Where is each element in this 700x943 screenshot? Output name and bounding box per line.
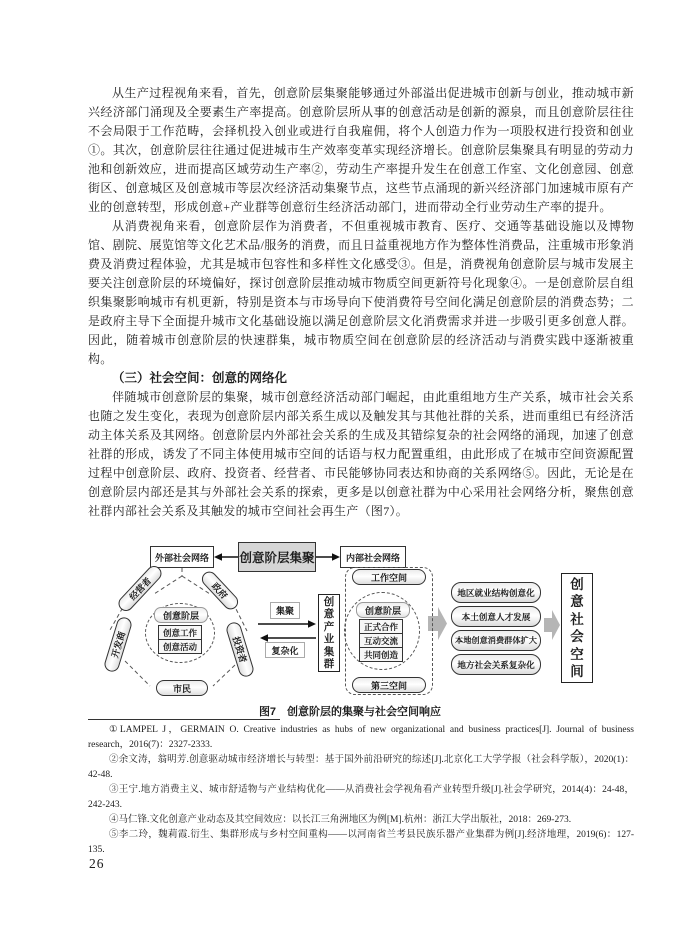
creative-class-label: 创意阶层 (154, 607, 208, 623)
footnote-3: ③王宁.地方消费主义、城市舒适物与产业结构优化——从消费社会学视角看产业转型升级[J].社会学研究，2014(4)：24-48，242-243. (88, 785, 634, 810)
arrow-right-icon (332, 553, 340, 561)
external-network-box: 外部社会网络 (150, 546, 214, 568)
creative-work-cell: 创意工作 (158, 625, 202, 640)
actor-pill-developers: 开发商 (103, 616, 134, 674)
industry-cluster-box: 创意产业集群 (318, 594, 340, 672)
actor-pill-government: 政府 (199, 569, 241, 613)
third-space-pill: 第三空间 (352, 677, 426, 693)
space-creative-class-label: 创意阶层 (356, 602, 410, 618)
complexify-label: 复杂化 (265, 642, 305, 658)
arrow-left-icon (214, 553, 222, 561)
page-number: 26 (89, 856, 105, 871)
block-arrow-icon-2 (544, 610, 560, 640)
work-space-pill: 工作空间 (352, 569, 426, 585)
figure-caption: 图7 创意阶层的集聚与社会空间响应 (258, 706, 442, 718)
gather-label: 集聚 (270, 602, 300, 619)
paragraph-consumption-view: 从消费视角来看，创意阶层作为消费者，不但重视城市教育、医疗、交通等基础设施以及博物馆、剧院、展览馆等文化艺术品/服务的消费，而且日益重视地方作为整体性消费品，注重城市形象消费及消费过程体验，尤其是城市包容性和多样性文化感受③。但是，消费视角创意阶层与城市发展主要关注创意阶层的环境偏好，探讨创意阶层推动城市物质空间更新符号化现象④。一是创意阶层自组织集聚影响城市有机更新，特别是资本与市场导向下使消费符号空间化满足创意阶层的消费态势；二是政府主导下全面提升城市文化基础设施以满足创意阶层文化消费需求并进一步吸引更多创意人群。因此，随着城市创意阶层的快速群集，城市物质空间在创意阶层的经济活动与消费实践中逐渐被重构。 (88, 219, 634, 366)
formal-cooperation-cell: 正式合作 (359, 619, 403, 634)
outcome-pill-talent: 本土创意人才发展 (451, 606, 541, 627)
interaction-cell: 互动交流 (359, 633, 403, 648)
complexify-arrow-icon (260, 634, 268, 642)
outcome-pill-consumers: 本地创意消费群体扩大 (451, 630, 541, 651)
agglomeration-box: 创意阶层集聚 (238, 542, 316, 572)
body-text (88, 84, 634, 521)
outcome-pill-employment: 地区就业结构创意化 (451, 582, 541, 603)
section-heading: （三）社会空间：创意的网络化 (112, 371, 288, 385)
footnote-5: ⑤李二玲，魏莉霞.衍生、集群形成与乡村空间重构——以河南省兰考县民族乐器产业集群为例[J].经济地理，2019(6)：127-135. (88, 830, 634, 855)
co-creation-cell: 共同创造 (359, 647, 403, 662)
footnote-1: ①LAMPEL J，GERMAIN O. Creative industries as hubs of new organizational and business practices[J]. Journal of business research，2016(7)：2327-2333. (88, 725, 634, 750)
gather-arrow-icon (308, 620, 316, 628)
space-circle-items (359, 619, 403, 662)
creative-class-items (158, 625, 202, 654)
internal-network-box: 内部社会网络 (340, 546, 406, 568)
footnotes (88, 723, 634, 858)
actor-pill-investors: 投资者 (225, 621, 256, 679)
actor-pill-operators: 经营者 (115, 563, 164, 614)
paragraph-social-space: 伴随城市创意阶层的集聚，城市创意经济活动部门崛起，由此重组地方生产关系，城市社会关系也随之发生变化，表现为创意阶层内部关系生成以及触发其与其他社群的关系，进而重组已有经济活动主体关系及其网络。创意阶层内外部社会关系的生成及其错综复杂的社会网络的涌现，加速了创意社群的形成，诱发了不同主体使用城市空间的话语与权力配置重组，由此形成了在城市空间资源配置过程中创意阶层、政府、投资者、经营者、市民能够协同表达和协商的关系网络⑤。因此，无论是在创意阶层内部还是其与外部社会关系的探索，更多是以创意社群为中心采用社会网络分析，聚焦创意社群内部社会关系及其触发的城市空间社会再生产（图7）。 (88, 390, 634, 518)
actor-pill-citizens: 市民 (156, 680, 208, 696)
footnote-4: ④马仁锋.文化创意产业动态及其空间效应：以长江三角洲地区为例[M].杭州：浙江大学出版社，2018：269-273. (109, 815, 572, 825)
footnote-rule (88, 719, 280, 720)
outcome-pill-relations: 地方社会关系复杂化 (451, 654, 541, 675)
creative-activity-cell: 创意活动 (158, 639, 202, 654)
footnote-2: ②余文涛，翁明芳.创意驱动城市经济增长与转型：基于国外前沿研究的综述[J].北京化工大学学报（社会科学版），2020(1)：42-48. (88, 755, 634, 780)
result-box: 创意社会空间 (561, 573, 593, 683)
figure-7-diagram (88, 540, 633, 703)
paragraph-production-view: 从生产过程视角来看，首先，创意阶层集聚能够通过外部溢出促进城市创新与创业，推动城市新兴经济部门涌现及全要素生产率提高。创意阶层所从事的创意活动是创新的源泉，而且创意阶层往往不会局限于工作范畴，会择机投入创业或进行自我雇佣，将个人创造力作为一项股权进行投资和创业①。其次，创意阶层往往通过促进城市生产效率变革实现经济增长。创意阶层集聚具有明显的劳动力池和创新效应，进而提高区域劳动生产率②，劳动生产率提升发生在创意工作室、文化创意园、创意街区、创意城区及创意城市等层次经济活动集聚节点，这些节点涌现的新兴经济部门加速城市原有产业的创意转型，形成创意+产业群等创意衍生经济活动部门，进而带动全行业劳动生产率的提升。 (88, 86, 634, 214)
